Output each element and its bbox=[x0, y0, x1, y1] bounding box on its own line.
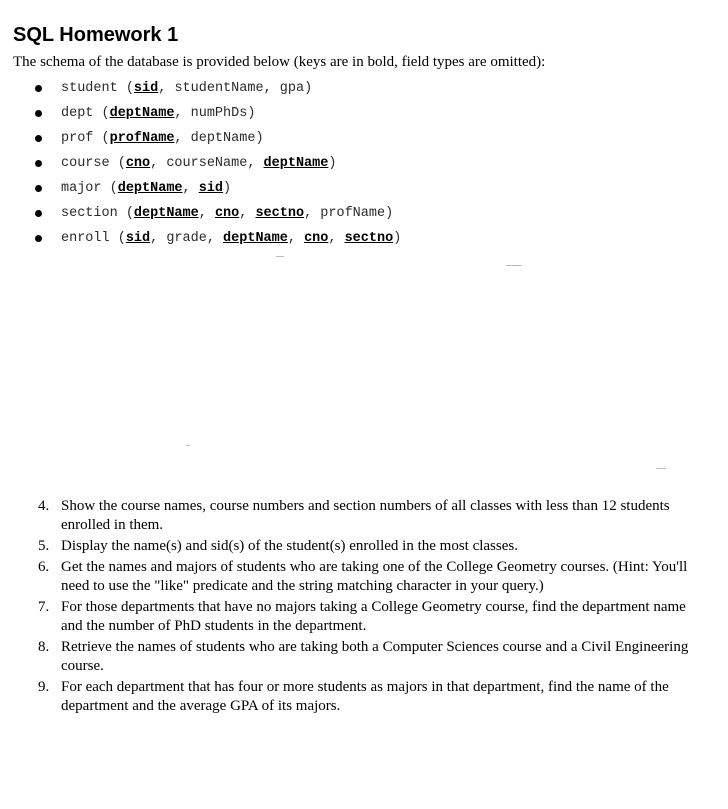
question-item bbox=[38, 598, 698, 636]
question-text: Show the course names, course numbers and section numbers of all classes with less than 12 students enrolled in them. bbox=[61, 498, 670, 533]
question-number: 4. bbox=[38, 498, 50, 514]
question-text: For each department that has four or more students as majors in that department, find the name of the department and the average GPA of its majors. bbox=[61, 679, 669, 714]
relation-name: course bbox=[61, 156, 110, 171]
bullet-icon bbox=[35, 235, 42, 242]
intro-text: The schema of the database is provided below (keys are in bold, field types are omitted): bbox=[13, 54, 546, 70]
schema-item-enroll: enroll (sid, grade, deptName, cno, sectno) bbox=[0, 229, 401, 254]
key-field: sectno bbox=[344, 231, 394, 246]
field: gpa bbox=[279, 81, 305, 96]
question-item bbox=[38, 678, 698, 716]
key-field: deptName bbox=[109, 106, 175, 121]
schema-item-prof: prof (profName, deptName) bbox=[0, 129, 401, 154]
key-field: cno bbox=[304, 231, 329, 246]
key-field: cno bbox=[125, 156, 151, 171]
question-list bbox=[38, 497, 698, 718]
scan-artifact bbox=[276, 256, 284, 257]
field: profName bbox=[320, 206, 386, 221]
question-item bbox=[38, 638, 698, 676]
schema-item-course: course (cno, courseName, deptName) bbox=[0, 154, 401, 179]
key-field: deptName bbox=[263, 156, 329, 171]
key-field: profName bbox=[109, 131, 175, 146]
question-text: For those departments that have no majors taking a College Geometry course, find the department name and the number of PhD students in the department. bbox=[61, 599, 686, 634]
question-text: Display the name(s) and sid(s) of the student(s) enrolled in the most classes. bbox=[61, 538, 518, 554]
question-text: Get the names and majors of students who are taking one of the College Geometry courses. (Hint: You'll need to use the "like" predicate and the string matching character in your query.) bbox=[61, 559, 688, 594]
field: grade bbox=[166, 231, 207, 246]
bullet-icon bbox=[35, 135, 42, 142]
relation-name: student bbox=[61, 81, 118, 96]
question-number: 7. bbox=[38, 599, 50, 615]
field: courseName bbox=[166, 156, 248, 171]
relation-name: prof bbox=[61, 131, 94, 146]
schema-item-major: major (deptName, sid) bbox=[0, 179, 401, 204]
question-number: 9. bbox=[38, 679, 50, 695]
field: deptName bbox=[190, 131, 256, 146]
key-field: sid bbox=[125, 231, 151, 246]
relation-name: dept bbox=[61, 106, 94, 121]
scan-artifact bbox=[656, 468, 666, 469]
key-field: cno bbox=[214, 206, 240, 221]
field: numPhDs bbox=[190, 106, 248, 121]
relation-name: enroll bbox=[61, 231, 110, 246]
key-field: sid bbox=[198, 181, 224, 196]
page-title: SQL Homework 1 bbox=[13, 24, 179, 46]
scan-artifact bbox=[506, 265, 522, 266]
key-field: deptName bbox=[133, 206, 199, 221]
key-field: deptName bbox=[223, 231, 288, 246]
key-field: deptName bbox=[117, 181, 183, 196]
question-text: Retrieve the names of students who are taking both a Computer Sciences course and a Civil Engineering course. bbox=[61, 639, 689, 674]
question-item bbox=[38, 537, 698, 556]
question-item bbox=[38, 558, 698, 596]
schema-item-student: student (sid, studentName, gpa) bbox=[0, 79, 401, 104]
key-field: sectno bbox=[255, 206, 305, 221]
key-field: sid bbox=[133, 81, 159, 96]
question-item bbox=[38, 497, 698, 535]
question-number: 6. bbox=[38, 559, 50, 575]
schema-list bbox=[0, 79, 401, 254]
bullet-icon bbox=[35, 160, 42, 167]
relation-name: section bbox=[61, 206, 118, 221]
question-number: 8. bbox=[38, 639, 50, 655]
question-number: 5. bbox=[38, 538, 50, 554]
scan-artifact bbox=[186, 445, 190, 446]
schema-item-dept: dept (deptName, numPhDs) bbox=[0, 104, 401, 129]
bullet-icon bbox=[35, 110, 42, 117]
bullet-icon bbox=[35, 85, 42, 92]
schema-item-section: section (deptName, cno, sectno, profName) bbox=[0, 204, 401, 229]
bullet-icon bbox=[35, 210, 42, 217]
relation-name: major bbox=[61, 181, 102, 196]
field: studentName bbox=[174, 81, 264, 96]
bullet-icon bbox=[35, 185, 42, 192]
